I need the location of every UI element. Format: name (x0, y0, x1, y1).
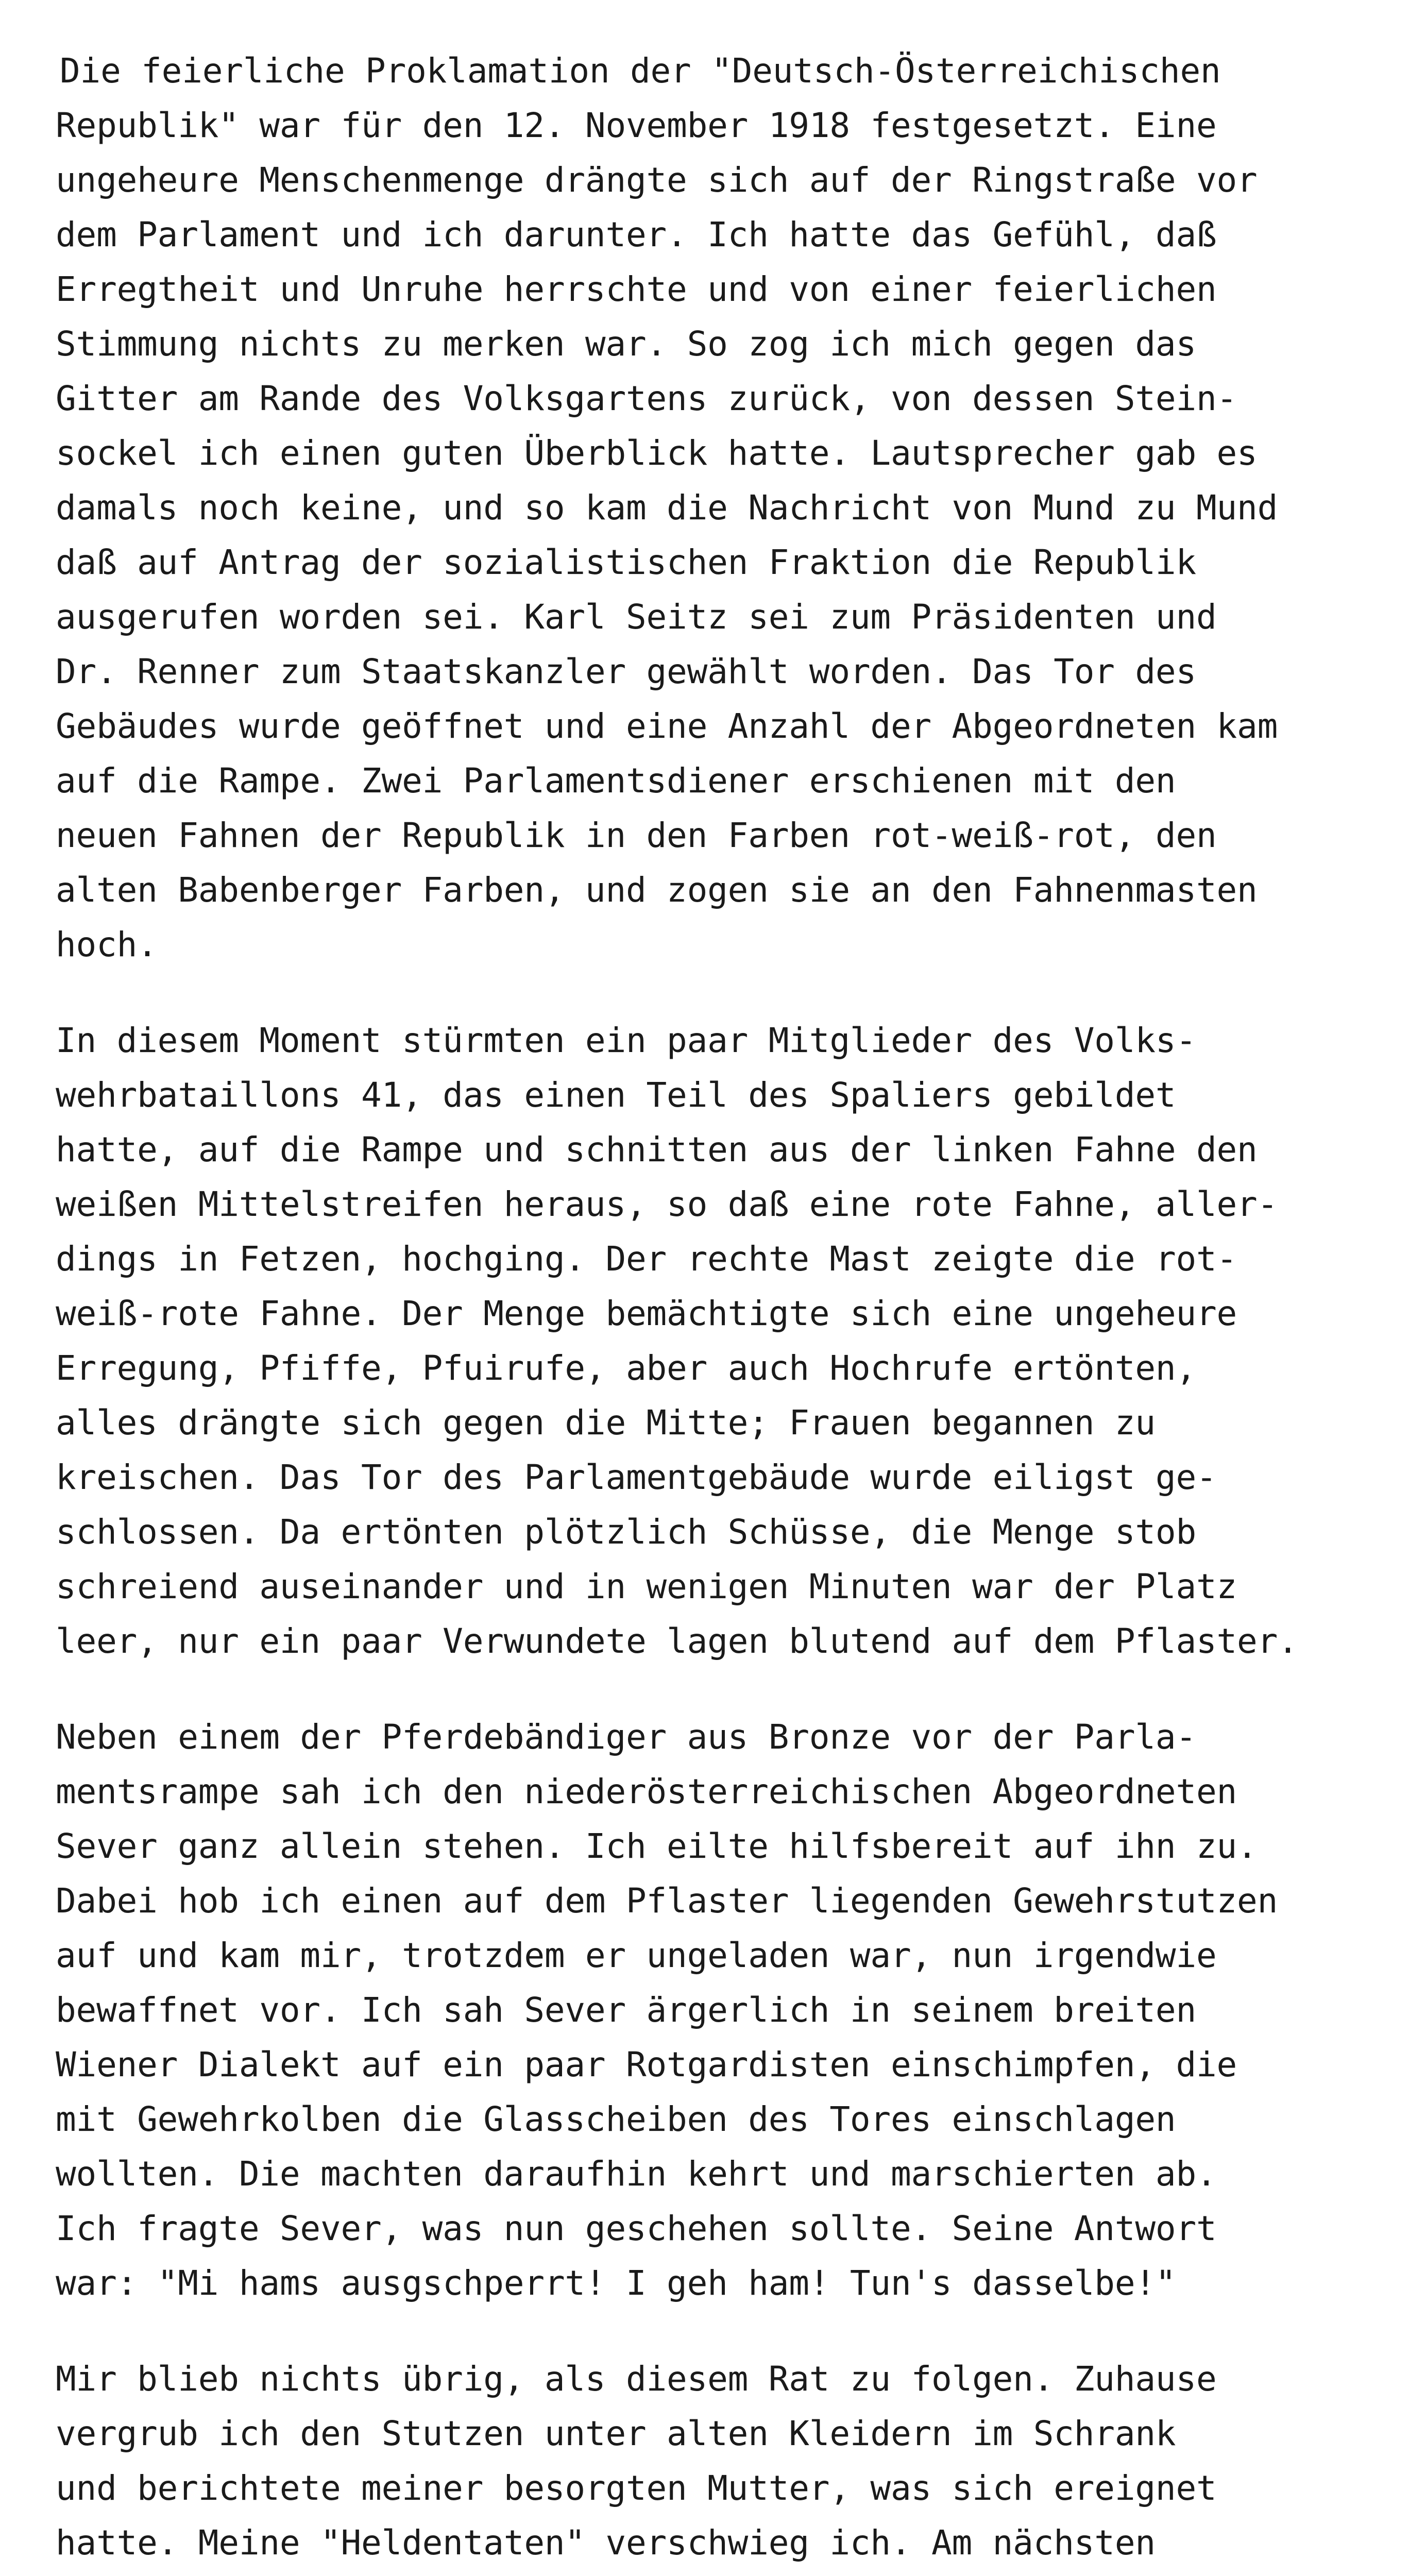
text-line: und berichtete meiner besorgten Mutter, was sich ereignet (56, 2468, 1217, 2508)
text-line: Republik" war für den 12. November 1918 festgesetzt. Eine (56, 106, 1217, 145)
text-line: Dr. Renner zum Staatskanzler gewählt worden. Das Tor des (56, 652, 1196, 691)
text-line: ungeheure Menschenmenge drängte sich auf der Ringstraße vor (56, 160, 1258, 200)
text-line: alles drängte sich gegen die Mitte; Frauen begannen zu (56, 1403, 1156, 1443)
text-line: Die feierliche Proklamation der "Deutsch-Österreichischen (60, 51, 1221, 91)
text-line: Sever ganz allein stehen. Ich eilte hilfsbereit auf ihn zu. (56, 1826, 1258, 1866)
text-line: damals noch keine, und so kam die Nachricht von Mund zu Mund (56, 488, 1278, 528)
text-line: dings in Fetzen, hochging. Der rechte Mast zeigte die rot- (56, 1239, 1237, 1279)
text-line: Mir blieb nichts übrig, als diesem Rat zu folgen. Zuhause (56, 2359, 1217, 2399)
text-line: leer, nur ein paar Verwundete lagen blutend auf dem Pflaster. (56, 1621, 1298, 1661)
text-line: kreischen. Das Tor des Parlamentgebäude wurde eiligst ge- (56, 1458, 1217, 1497)
text-line: hatte. Meine "Heldentaten" verschwieg ich. Am nächsten (56, 2523, 1156, 2563)
text-line: auf und kam mir, trotzdem er ungeladen war, nun irgendwie (56, 1936, 1217, 1975)
text-line: Gebäudes wurde geöffnet und eine Anzahl der Abgeordneten kam (56, 706, 1278, 746)
text-line: mit Gewehrkolben die Glasscheiben des Tores einschlagen (56, 2099, 1176, 2139)
text-line: dem Parlament und ich darunter. Ich hatte das Gefühl, daß (56, 215, 1217, 255)
text-line: sockel ich einen guten Überblick hatte. Lautsprecher gab es (56, 433, 1258, 473)
text-line: auf die Rampe. Zwei Parlamentsdiener erschienen mit den (56, 761, 1176, 801)
text-line: Wiener Dialekt auf ein paar Rotgardisten einschimpfen, die (56, 2045, 1237, 2084)
text-line: vergrub ich den Stutzen unter alten Kleidern im Schrank (56, 2414, 1176, 2453)
text-line: Erregtheit und Unruhe herrschte und von einer feierlichen (56, 269, 1217, 309)
text-line: Stimmung nichts zu merken war. So zog ich mich gegen das (56, 324, 1196, 364)
text-line: In diesem Moment stürmten ein paar Mitglieder des Volks- (56, 1021, 1196, 1060)
text-line: Dabei hob ich einen auf dem Pflaster liegenden Gewehrstutzen (56, 1881, 1278, 1921)
text-line: mentsrampe sah ich den niederösterreichischen Abgeordneten (56, 1772, 1237, 1811)
text-line: daß auf Antrag der sozialistischen Fraktion die Republik (56, 543, 1196, 582)
text-line: wehrbataillons 41, das einen Teil des Spaliers gebildet (56, 1075, 1176, 1115)
text-line: schlossen. Da ertönten plötzlich Schüsse, die Menge stob (56, 1512, 1196, 1552)
text-line: war: "Mi hams ausgschperrt! I geh ham! Tun's dasselbe!" (56, 2263, 1176, 2303)
text-line: Ich fragte Sever, was nun geschehen sollte. Seine Antwort (56, 2209, 1217, 2248)
text-line: Gitter am Rande des Volksgartens zurück, von dessen Stein- (56, 379, 1237, 418)
text-line: ausgerufen worden sei. Karl Seitz sei zum Präsidenten und (56, 597, 1217, 637)
text-line: hoch. (56, 925, 158, 964)
text-line: weißen Mittelstreifen heraus, so daß eine rote Fahne, aller- (56, 1184, 1278, 1224)
text-line: weiß-rote Fahne. Der Menge bemächtigte sich eine ungeheure (56, 1294, 1237, 1333)
text-line: alten Babenberger Farben, und zogen sie an den Fahnenmasten (56, 870, 1258, 910)
text-line: hatte, auf die Rampe und schnitten aus der linken Fahne den (56, 1130, 1258, 1170)
text-line: schreiend auseinander und in wenigen Minuten war der Platz (56, 1567, 1237, 1606)
text-line: Neben einem der Pferdebändiger aus Bronze vor der Parla- (56, 1717, 1196, 1757)
text-line: wollten. Die machten daraufhin kehrt und marschierten ab. (56, 2154, 1217, 2194)
text-line: neuen Fahnen der Republik in den Farben rot-weiß-rot, den (56, 816, 1217, 855)
text-line: bewaffnet vor. Ich sah Sever ärgerlich in seinem breiten (56, 1990, 1196, 2030)
text-line (56, 2572, 1176, 2576)
text-line: Erregung, Pfiffe, Pfuirufe, aber auch Hochrufe ertönten, (56, 1348, 1196, 1388)
